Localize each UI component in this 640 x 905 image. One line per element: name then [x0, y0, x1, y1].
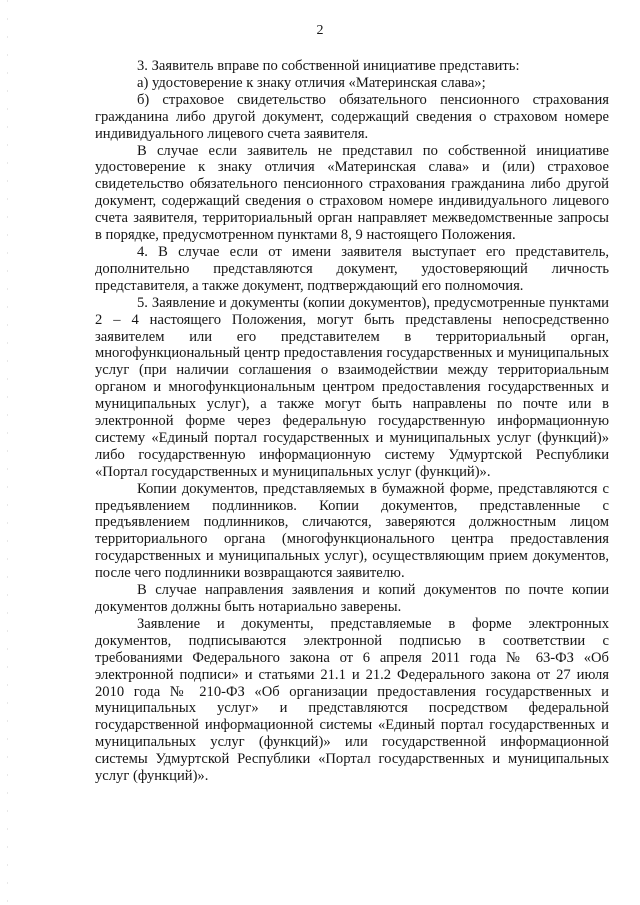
scan-edge-marks	[7, 0, 8, 905]
paragraph-postal-notarization: В случае направления заявления и копий документов по почте копии документов должны быть нотариально заверены.	[95, 582, 609, 615]
paragraph-item-3b: б) страховое свидетельство обязательного пенсионного страхования гражданина либо другой документ, содержащий сведения о страховом номере индивидуального лицевого счета заявителя.	[95, 91, 609, 142]
paragraph-copy-verification: Копии документов, представляемых в бумажной форме, представляются с предъявлением подлинников. Копии документов, представленные с предъявлением подлинников, сличаются, заверяются должностным лицом территориального органа (многофункционального центра предоставления государственных и муниципальных услуг), осуществляющим прием документов, после чего подлинники возвращаются заявителю.	[95, 480, 609, 582]
paragraph-interagency-requests: В случае если заявитель не представил по собственной инициативе удостоверение к знаку отличия «Материнская слава» и (или) страховое свидетельство обязательного пенсионного страхования гражданина либо другой документ, содержащий сведения о страховом номере индивидуального лицевого счета заявителя, территориальный орган направляет межведомственные запросы в порядке, предусмотренном пунктами 8, 9 настоящего Положения.	[95, 142, 609, 244]
paragraph-item-4: 4. В случае если от имени заявителя выступает его представитель, дополнительно представляются документ, удостоверяющий личность представителя, а также документ, подтверждающий его полномочия.	[95, 243, 609, 294]
paragraph-item-3-intro: 3. Заявитель вправе по собственной инициативе представить:	[137, 58, 520, 74]
page-number: 2	[316, 23, 324, 38]
paragraph-item-3a: а) удостоверение к знаку отличия «Материнская слава»;	[137, 74, 486, 91]
document-body	[95, 58, 609, 785]
paragraph-electronic-submission: Заявление и документы, представляемые в форме электронных документов, подписываются электронной подписью в соответствии с требованиями Федерального закона от 6 апреля 2011 года № 63-ФЗ «Об электронной подписи» и статьями 21.1 и 21.2 Федерального закона от 27 июля 2010 года № 210-ФЗ «Об организации предоставления государственных и муниципальных услуг» и представляются посредством федеральной государственной информационной системы «Единый портал государственных и муниципальных услуг (функций)» или государственной информационной системы Удмуртской Республики «Портал государственных и муниципальных услуг (функций)».	[95, 615, 609, 785]
paragraph-item-5: 5. Заявление и документы (копии документов), предусмотренные пунктами 2 – 4 настоящего Положения, могут быть представлены непосредственно заявителем или его представителем в территориальный орган, многофункциональный центр предоставления государственных и муниципальных услуг (при наличии соглашения о взаимодействии между территориальным органом и многофункциональным центром предоставления государственных и муниципальных услуг), а также могут быть направлены по почте или в электронной форме через федеральную государственную информационную систему «Единый портал государственных и муниципальных услуг (функций)» либо государственную информационную систему Удмуртской Республики «Портал государственных и муниципальных услуг (функций)».	[95, 294, 609, 480]
